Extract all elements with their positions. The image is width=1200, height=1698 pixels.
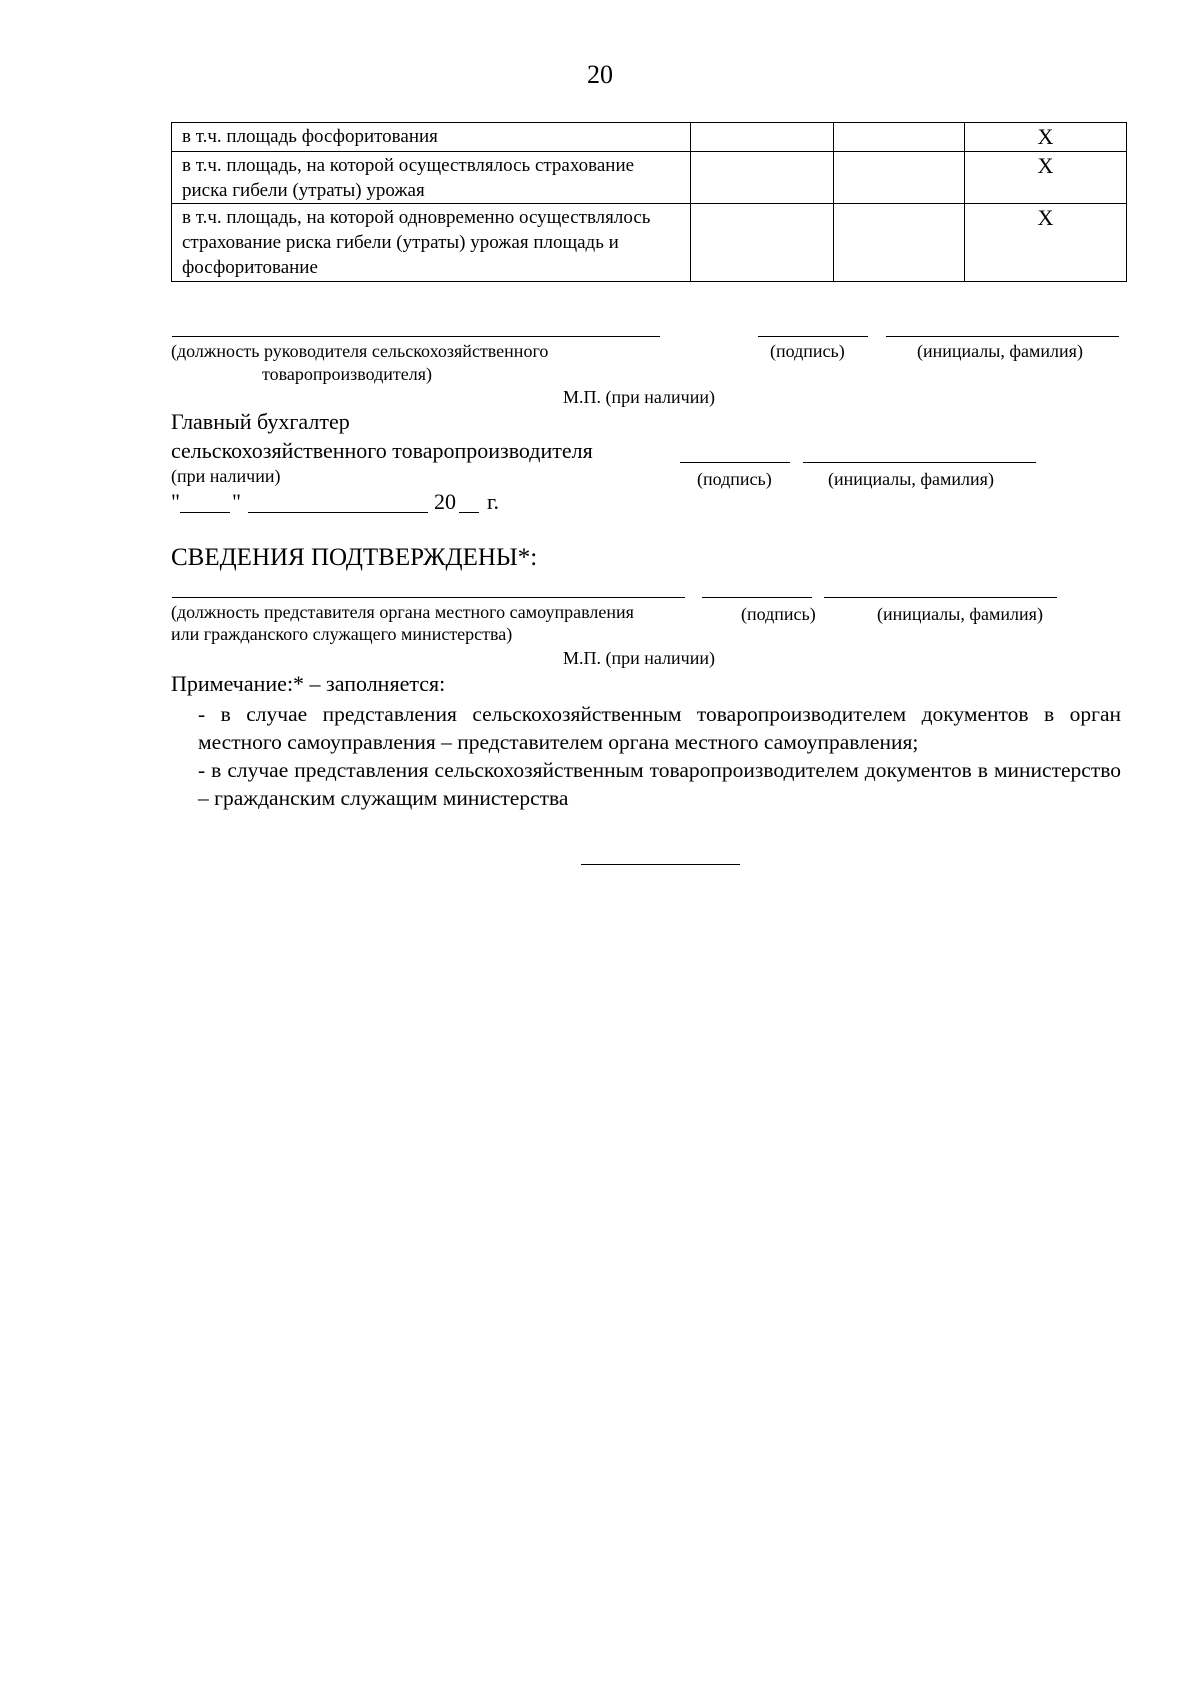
representative-initials-line (824, 597, 1057, 598)
date-year-line (459, 512, 479, 513)
representative-signature-caption: (подпись) (741, 604, 816, 624)
accountant-title-continued: сельскохозяйственного товаропроизводителя (171, 438, 593, 463)
row-label: в т.ч. площадь, на которой одновременно осуществлялось страхование риска гибели (утраты) урожая площадь и фосфоритование (172, 204, 691, 282)
representative-signature-line (702, 597, 812, 598)
date-year-prefix: 20 (434, 489, 456, 514)
representative-initials-caption: (инициалы, фамилия) (877, 604, 1043, 624)
cell-value (691, 152, 834, 204)
cell-value (691, 204, 834, 282)
confirmation-heading: СВЕДЕНИЯ ПОДТВЕРЖДЕНЫ*: (171, 544, 538, 571)
signature-line (758, 336, 868, 337)
initials-caption: (инициалы, фамилия) (917, 341, 1083, 361)
row-label: в т.ч. площадь фосфоритования (172, 123, 691, 152)
date-month-line (248, 512, 428, 513)
accountant-signature-caption: (подпись) (697, 469, 772, 489)
cell-value (834, 152, 965, 204)
end-separator-line (581, 864, 740, 865)
cell-mark: Х (965, 204, 1127, 282)
date-close-quote: " (232, 489, 241, 514)
initials-line (886, 336, 1119, 337)
representative-position-caption: (должность представителя органа местного самоуправления (171, 602, 634, 622)
date-day-line (180, 512, 230, 513)
cell-value (691, 123, 834, 152)
signature-caption: (подпись) (770, 341, 845, 361)
accountant-signature-line (680, 462, 790, 463)
representative-stamp-caption: М.П. (при наличии) (563, 648, 715, 668)
cell-value (834, 204, 965, 282)
table-row (172, 204, 1127, 282)
cell-value (834, 123, 965, 152)
table-row (172, 152, 1127, 204)
date-year-suffix: г. (487, 489, 500, 514)
stamp-caption: М.П. (при наличии) (563, 387, 715, 407)
representative-position-line (172, 597, 685, 598)
accountant-optional-caption: (при наличии) (171, 466, 281, 486)
position-caption-continued: товаропроизводителя) (262, 364, 433, 384)
cell-mark: Х (965, 152, 1127, 204)
note-title: Примечание:* – заполняется: (171, 671, 446, 696)
position-line (172, 336, 660, 337)
note-item: - в случае представления сельскохозяйственным товаропроизводителем документов в орган местного самоуправления – представителем органа местного самоуправления; (198, 702, 1121, 754)
accountant-initials-caption: (инициалы, фамилия) (828, 469, 994, 489)
page-number: 20 (587, 60, 613, 89)
accountant-initials-line (803, 462, 1036, 463)
note-item: - в случае представления сельскохозяйственным товаропроизводителем документов в министерство – гражданским служащим министерства (198, 758, 1121, 810)
row-label: в т.ч. площадь, на которой осуществлялось страхование риска гибели (утраты) урожая (172, 152, 691, 204)
table-row (172, 123, 1127, 152)
date-open-quote: " (171, 489, 180, 514)
representative-position-caption-continued: или гражданского служащего министерства) (171, 624, 513, 644)
cell-mark: Х (965, 123, 1127, 152)
data-table (171, 122, 1127, 282)
accountant-title: Главный бухгалтер (171, 409, 350, 434)
position-caption: (должность руководителя сельскохозяйственного (171, 341, 549, 361)
